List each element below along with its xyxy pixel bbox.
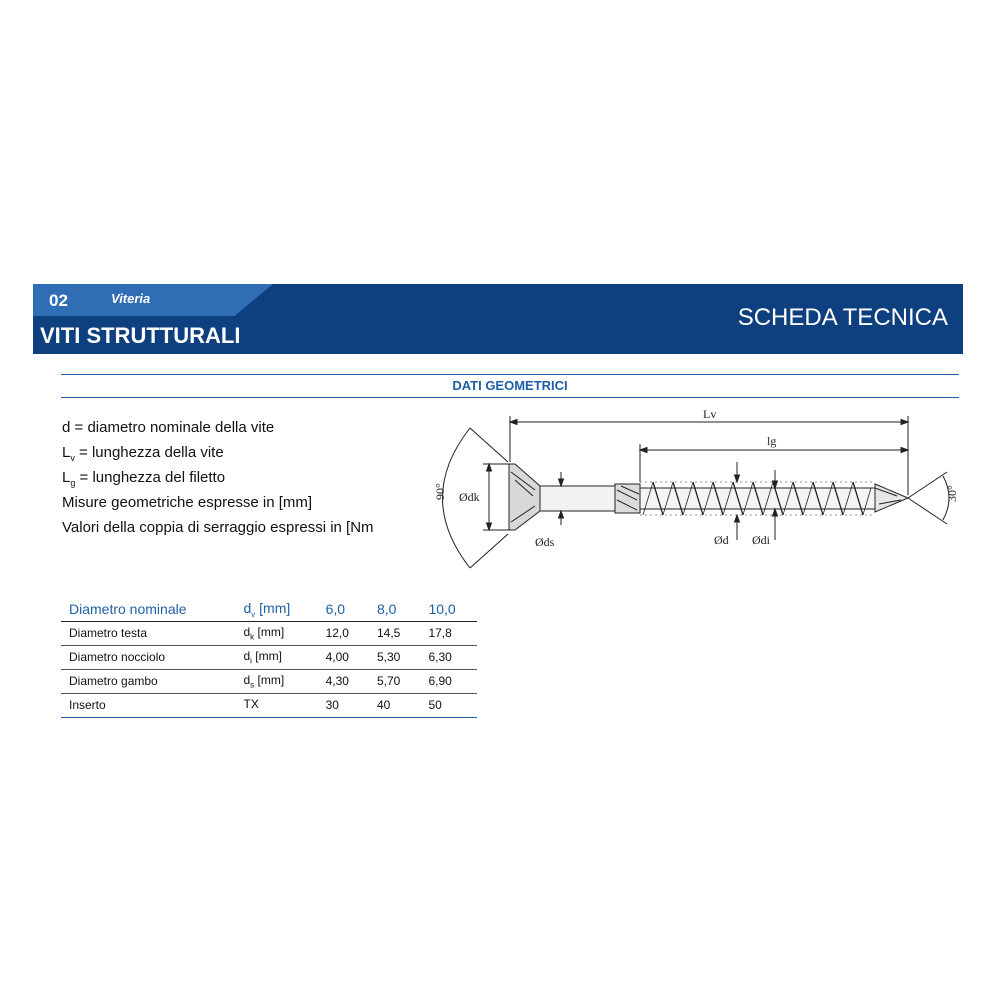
column-header: 8,0 xyxy=(369,598,420,621)
section-heading: DATI GEOMETRICI xyxy=(61,374,959,398)
row-unit: TX xyxy=(235,693,317,717)
head-angle-line xyxy=(470,534,508,568)
section-tab xyxy=(33,284,273,316)
ds-label: Øds xyxy=(535,535,555,549)
row-label: Diametro gambo xyxy=(61,669,235,693)
arrowhead xyxy=(901,448,908,453)
arrowhead xyxy=(735,475,740,482)
table-cell: 4,30 xyxy=(318,669,369,693)
tip-angle-line xyxy=(908,472,947,498)
screw-drawing xyxy=(425,400,965,580)
table-cell: 4,00 xyxy=(318,645,369,669)
arrowhead xyxy=(510,420,517,425)
dk-label: Ødk xyxy=(459,490,480,504)
definition-item: $L_g$ = lunghezza del filetto xyxy=(62,469,226,488)
di-label: Ødi xyxy=(752,533,770,547)
table-row xyxy=(61,645,477,669)
table-cell: 6,90 xyxy=(420,669,477,693)
arrowhead xyxy=(559,511,564,518)
lv-label: Lv xyxy=(703,407,717,421)
head-angle-label: 90° xyxy=(433,483,447,500)
definition-item: Misure geometriche espresse in [mm] xyxy=(62,494,313,511)
arrowhead xyxy=(773,509,778,516)
table-cell: 6,30 xyxy=(420,645,477,669)
tip-angle-label: 30° xyxy=(945,485,959,502)
header-banner xyxy=(33,284,963,354)
arrowhead xyxy=(559,479,564,486)
table-cell: 30 xyxy=(318,693,369,717)
row-label: Diametro testa xyxy=(61,621,235,645)
tip-angle-line xyxy=(908,498,947,524)
arrowhead xyxy=(487,523,492,530)
column-header: 10,0 xyxy=(420,598,477,621)
row-unit: $d_k$ [mm] xyxy=(235,621,317,645)
dimensions-table xyxy=(61,598,477,718)
table-cell: 12,0 xyxy=(318,621,369,645)
definition-item: $L_v$ = lunghezza della vite xyxy=(62,444,224,463)
table-row xyxy=(61,693,477,717)
arrowhead xyxy=(901,420,908,425)
arrowhead xyxy=(640,448,647,453)
row-label: Diametro nocciolo xyxy=(61,645,235,669)
d-label: Ød xyxy=(714,533,729,547)
table-row xyxy=(61,621,477,645)
arrowhead xyxy=(487,464,492,471)
table-cell: 50 xyxy=(420,693,477,717)
category-label: Viteria xyxy=(111,291,151,306)
lg-label: lg xyxy=(767,434,777,448)
arrowhead xyxy=(735,515,740,522)
arrowhead xyxy=(773,481,778,488)
page-title: VITI STRUTTURALI xyxy=(40,323,241,348)
table-cell: 17,8 xyxy=(420,621,477,645)
row-unit: $d_i$ [mm] xyxy=(235,645,317,669)
head-angle-line xyxy=(470,428,508,462)
screw-tip xyxy=(875,484,908,512)
column-header: 6,0 xyxy=(318,598,369,621)
row-label: Inserto xyxy=(61,693,235,717)
table-cell: 40 xyxy=(369,693,420,717)
table-row xyxy=(61,669,477,693)
document-type-title: SCHEDA TECNICA xyxy=(737,304,948,331)
table-header-row xyxy=(61,598,477,621)
column-header: Diametro nominale xyxy=(61,598,235,621)
table-cell: 5,70 xyxy=(369,669,420,693)
section-number: 02 xyxy=(49,291,68,310)
definition-item: d = diametro nominale della vite xyxy=(62,419,275,436)
column-header: $d_v$ [mm] xyxy=(235,598,317,621)
screw-shank xyxy=(540,486,615,511)
table-cell: 14,5 xyxy=(369,621,420,645)
definitions-list xyxy=(62,418,374,543)
row-unit: $d_s$ [mm] xyxy=(235,669,317,693)
table-cell: 5,30 xyxy=(369,645,420,669)
definition-item: Valori della coppia di serraggio espressi in [Nm xyxy=(62,519,374,536)
